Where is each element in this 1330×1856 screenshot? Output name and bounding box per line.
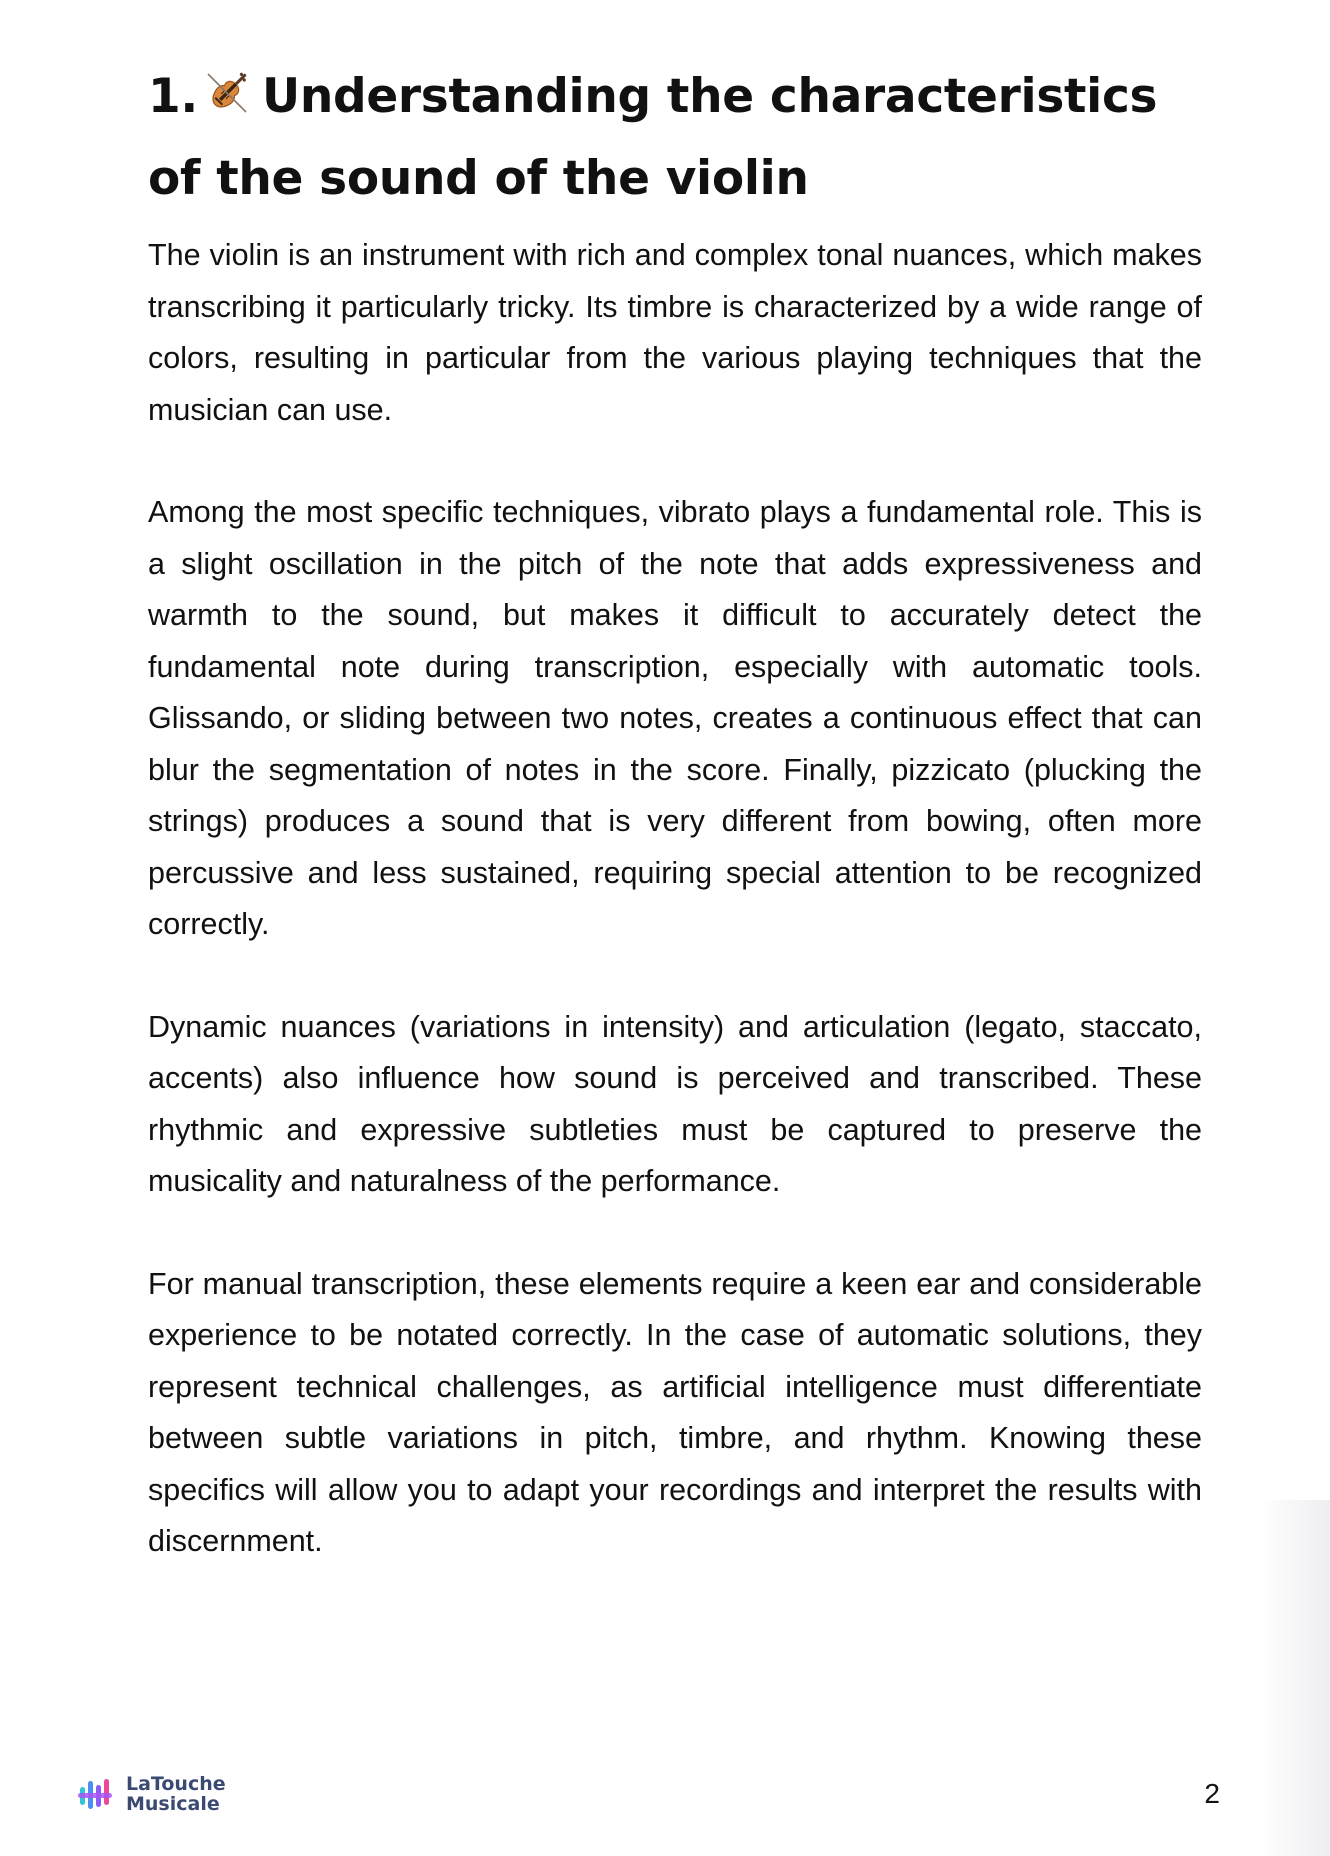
- heading-text: Understanding the characteristics of the sound of the violin: [148, 69, 1158, 206]
- paragraph-playing-techniques: Among the most specific techniques, vibrato plays a fundamental role. This is a slight oscillation in the pitch of the note that adds expressiveness and warmth to the sound, but makes it difficult to accurately detect the fundamental note during transcription, especially with automatic tools. Glissando, or sliding between two notes, creates a continuous effect that can blur the segmentation of notes in the score. Finally, pizzicato (plucking the strings) produces a sound that is very different from bowing, often more percussive and less sustained, requiring special attention to be recognized correctly.: [148, 495, 1202, 941]
- content-area: [148, 56, 1202, 1619]
- logo-line-1: LaTouche: [126, 1773, 226, 1795]
- violin-icon: [202, 62, 254, 114]
- page-edge-shadow: [1260, 1500, 1330, 1856]
- logo-wordmark: [126, 1774, 226, 1814]
- latouche-logo-icon: [76, 1773, 118, 1815]
- heading-number: 1.: [148, 69, 198, 124]
- paragraph-violin-timbre: The violin is an instrument with rich and complex tonal nuances, which makes transcribing it particularly tricky. Its timbre is characterized by a wide range of colors, resulting in particular from the various playing techniques that the musician can use.: [148, 238, 1202, 427]
- page-number: 2: [1204, 1778, 1220, 1809]
- section-heading: [148, 56, 1202, 220]
- footer-logo: [76, 1773, 226, 1815]
- paragraph-transcription-approach: For manual transcription, these elements require a keen ear and considerable experience to be notated correctly. In the case of automatic solutions, they represent technical challenges, as artificial intelligence must differentiate between subtle variations in pitch, timbre, and rhythm. Knowing these specifics will allow you to adapt your recordings and interpret the results with discernment.: [148, 1266, 1202, 1558]
- logo-line-2: Musicale: [126, 1793, 220, 1815]
- paragraph-dynamics-articulation: Dynamic nuances (variations in intensity) and articulation (legato, staccato, accents) also influence how sound is perceived and transcribed. These rhythmic and expressive subtleties must be captured to preserve the musicality and naturalness of the performance.: [148, 1009, 1202, 1198]
